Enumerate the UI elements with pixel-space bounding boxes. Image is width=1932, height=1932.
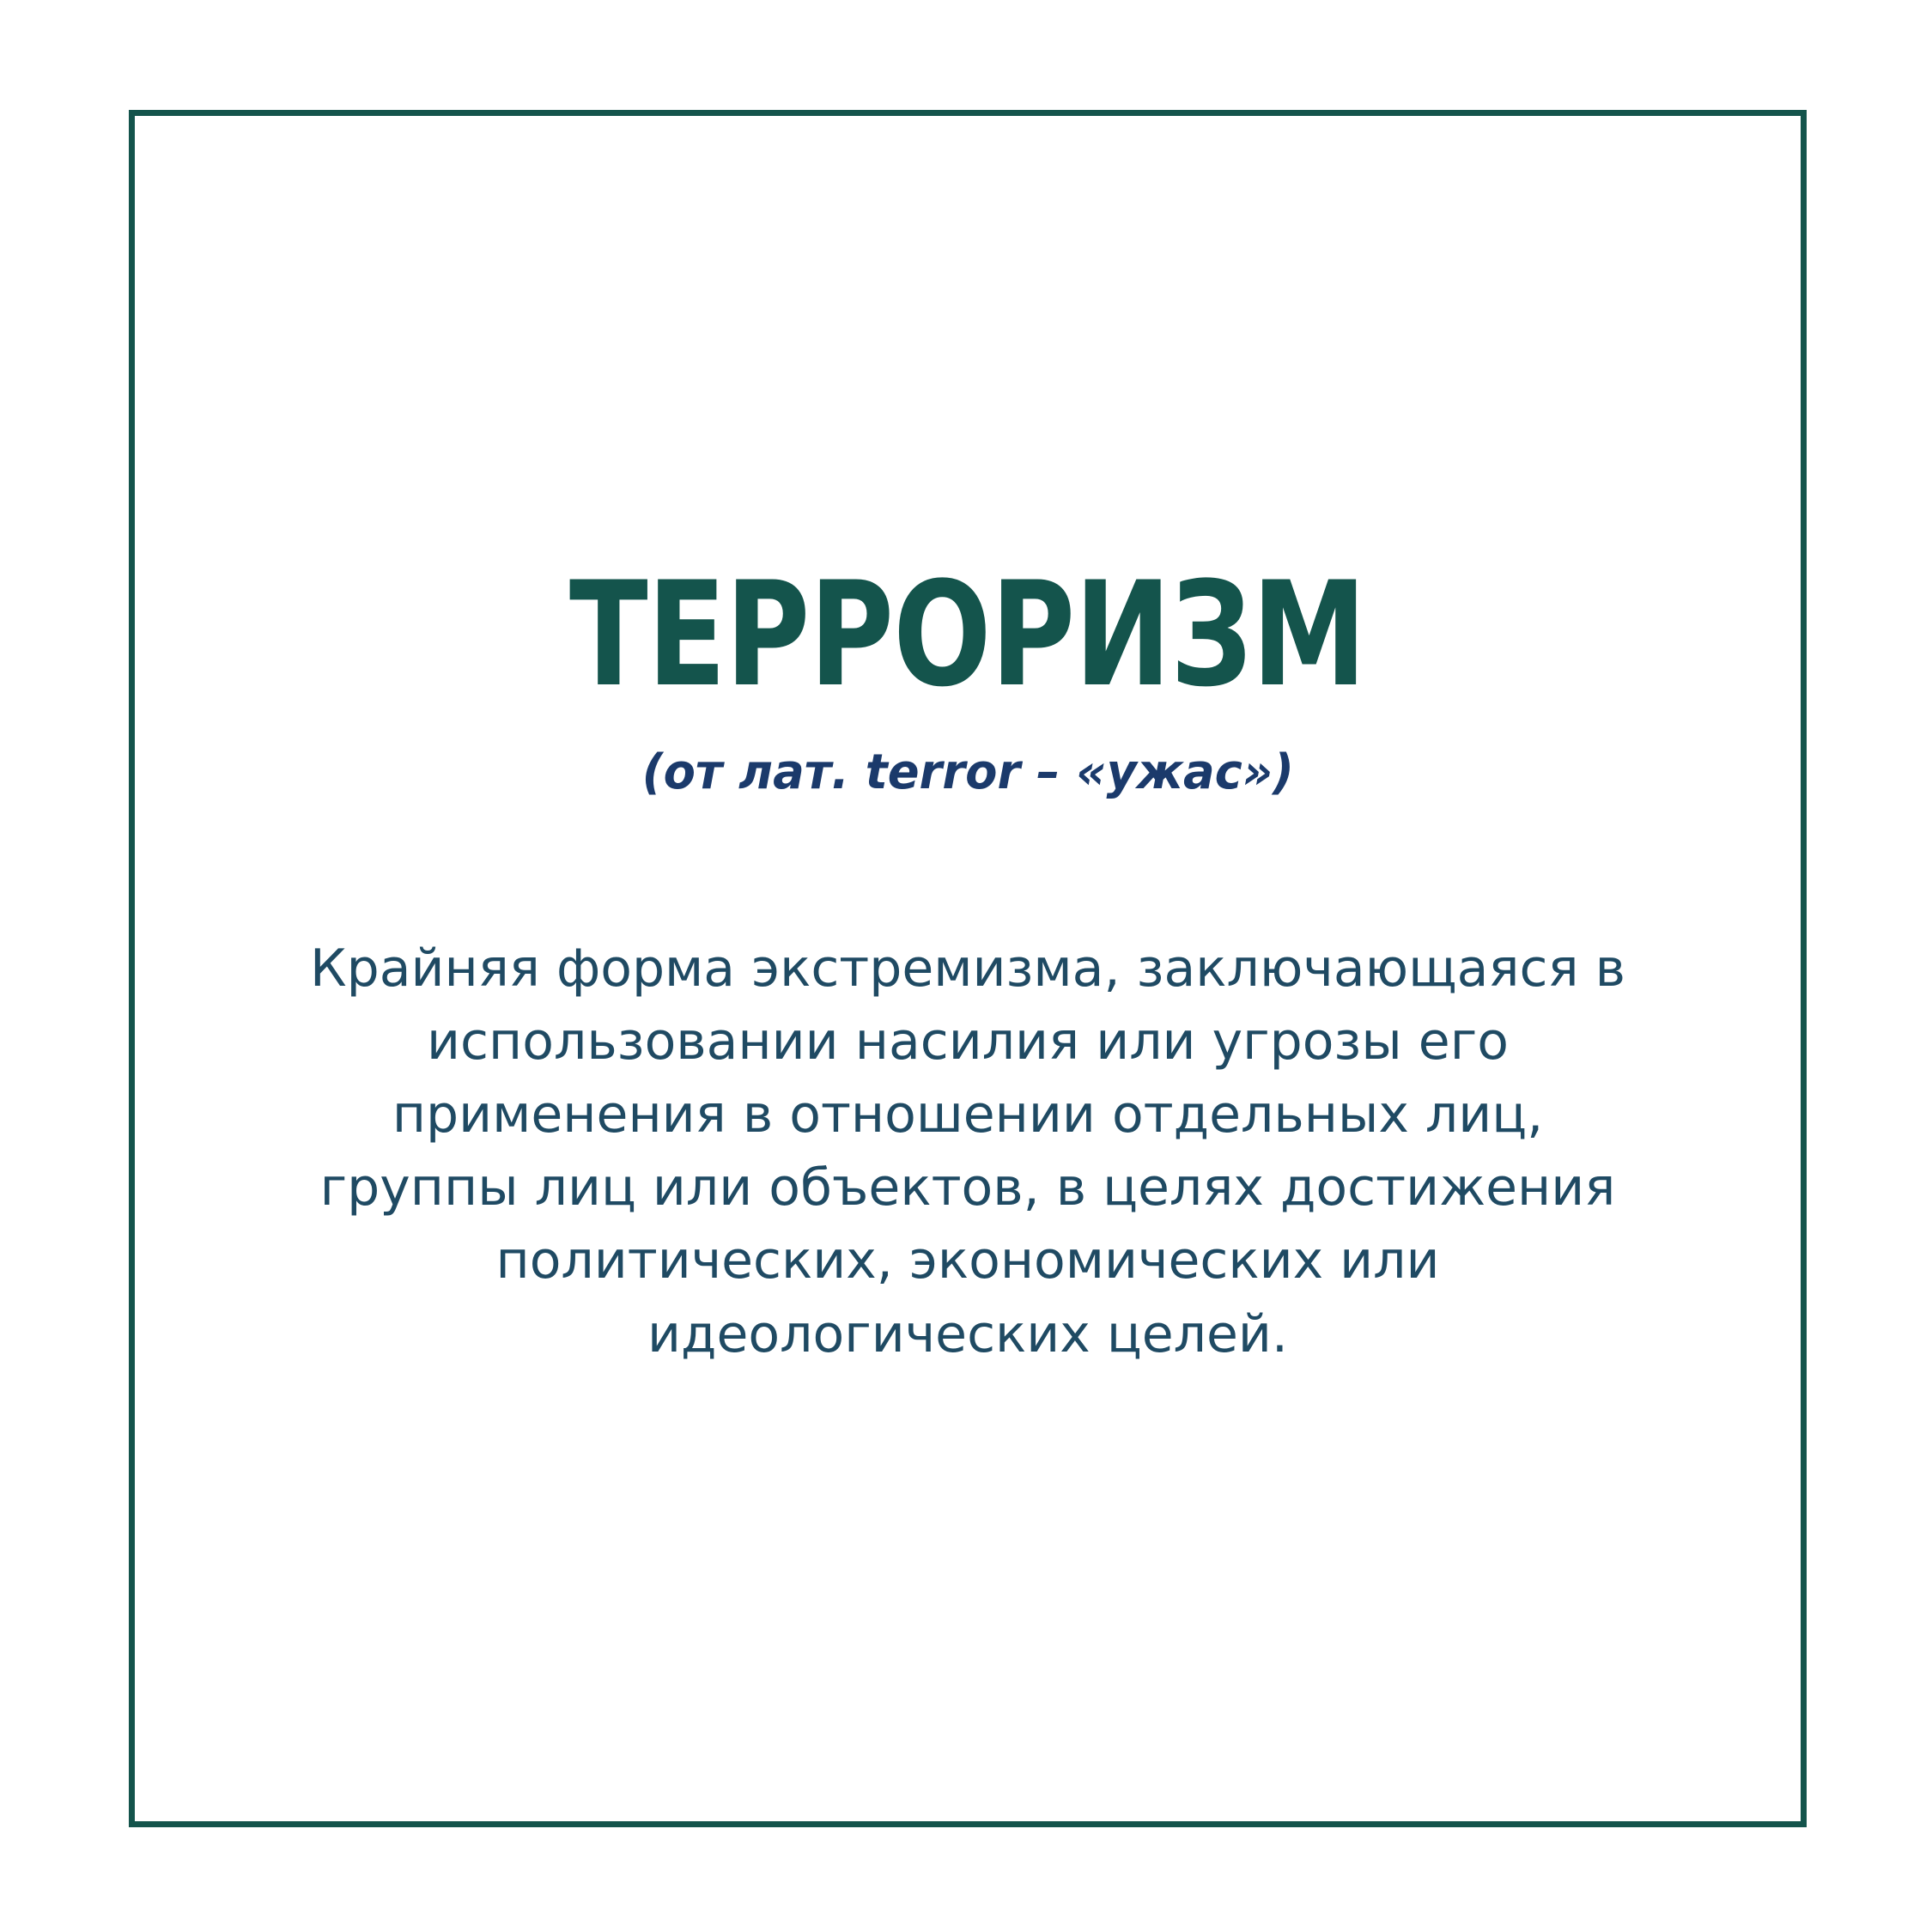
- title-etymology: (от лат. terror – «ужас»): [641, 744, 1294, 800]
- info-card: [129, 110, 1807, 1827]
- page-title: ТЕРРОРИЗМ: [569, 550, 1366, 719]
- definition-text: Крайняя форма экстремизма, заключающаяся в использовании насилия или угрозы его применения в отношении отдельных лиц, группы лиц или объектов, в целях достижения политических, экономических или идеологических целей.: [310, 938, 1625, 1364]
- card-content: [135, 116, 1801, 1821]
